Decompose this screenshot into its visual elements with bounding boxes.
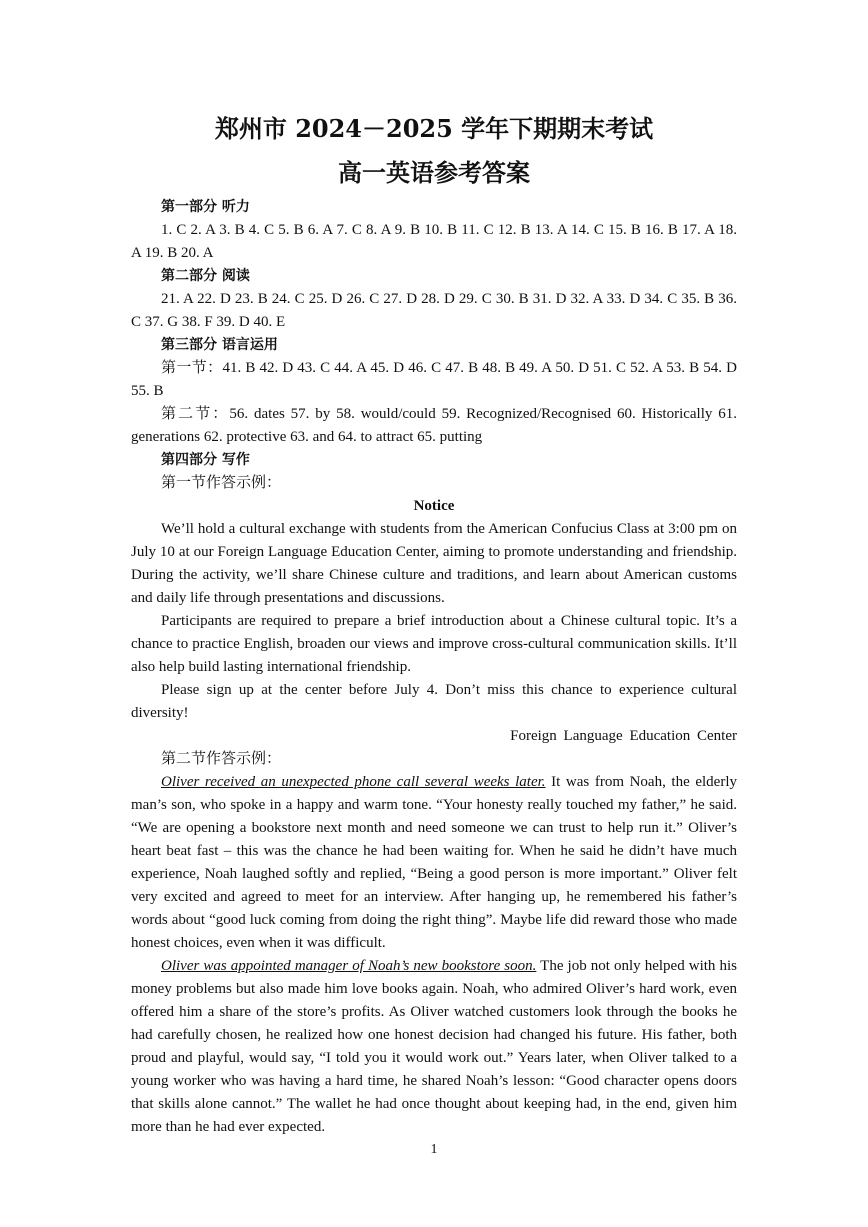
part1-heading: 第一部分 听力 xyxy=(161,199,250,215)
part2-heading: 第二部分 阅读 xyxy=(161,268,250,284)
story-body: The job not only helped with his money problems but also made him love books again. Noah, who admired Oliver’s hard work, even offered him a share of the store’s profits. As Oliver watched customers look through the books he had carefully chosen, he realized how one honest decision had changed his future. His father, both proud and playful, would say, “I told you it would work out.” Years later, when Oliver talked to a young worker who was having a hard time, he shared Noah’s lesson: “Good character opens doors that skills alone cannot.” The wallet he had once thought about keeping had, in the end, given him more than he had ever expected. xyxy=(131,958,737,1135)
story-body: It was from Noah, the elderly man’s son, who spoke in a happy and warm tone. “Your honesty really touched my father,” he said. “We are opening a bookstore next month and need someone we can trust to help run it.” Oliver’s heart beat fast – this was the chance he had been waiting for. When he said he didn’t have much experience, Noah laughed softly and replied, “Being a good person is more important.” Oliver felt very excited and agreed to meet for an interview. After hanging up, he remembered his father’s words about “good luck coming from doing the right thing”. Maybe life did reward those who made honest choices, even when it was difficult. xyxy=(131,774,737,951)
part1-answers: 1. C 2. A 3. B 4. C 5. B 6. A 7. C 8. A 9. B 10. B 11. C 12. B 13. A 14. C 15. B 16. B 17. A 18. A 19. B 20. A xyxy=(131,222,737,261)
page-number: 1 xyxy=(430,1142,438,1157)
notice-paragraph: We’ll hold a cultural exchange with students from the American Confucius Class at 3:00 pm on July 10 at our Foreign Language Education Center, aiming to promote understanding and friendship. During the activity, we’ll share Chinese culture and traditions, and learn about American customs and daily life through presentations and discussions. xyxy=(131,521,737,606)
story-lead-sentence: Oliver received an unexpected phone call several weeks later. xyxy=(161,774,546,790)
section2-sample-label: 第二节作答示例： xyxy=(161,751,282,767)
notice-title: Notice xyxy=(413,498,455,514)
story-paragraph xyxy=(131,955,737,1139)
part3-section1-answers: 第一节：41. B 42. D 43. C 44. A 45. D 46. C 47. B 48. B 49. A 50. D 51. C 52. A 53. B 54. D 55. B xyxy=(131,360,737,399)
story-paragraph xyxy=(131,771,737,955)
part3-section2-answers: 第二节：56. dates 57. by 58. would/could 59. Recognized/Recognised 60. Historically 61. generations 62. protective 63. and 64. to attract 65. putting xyxy=(131,406,737,445)
notice-signature: Foreign Language Education Center xyxy=(510,728,737,744)
story-lead-sentence: Oliver was appointed manager of Noah’s new bookstore soon. xyxy=(161,958,537,974)
part3-heading: 第三部分 语言运用 xyxy=(161,337,278,353)
notice-paragraph: Participants are required to prepare a brief introduction about a Chinese cultural topic. It’s a chance to practice English, broaden our views and improve cross-cultural communication skills. It’ll also help build lasting international friendship. xyxy=(131,613,737,675)
notice-paragraph: Please sign up at the center before July 4. Don’t miss this chance to experience cultural diversity! xyxy=(131,682,737,721)
part4-heading: 第四部分 写作 xyxy=(161,452,250,468)
part2-answers: 21. A 22. D 23. B 24. C 25. D 26. C 27. D 28. D 29. C 30. B 31. D 32. A 33. D 34. C 35. B 36. C 37. G 38. F 39. D 40. E xyxy=(131,291,737,330)
answer-key-title: 高一英语参考答案 xyxy=(338,158,530,187)
exam-title: 郑州市 2024－2025 学年下期期末考试 xyxy=(214,114,654,143)
answer-content xyxy=(131,196,737,1139)
section1-sample-label: 第一节作答示例： xyxy=(161,475,282,491)
